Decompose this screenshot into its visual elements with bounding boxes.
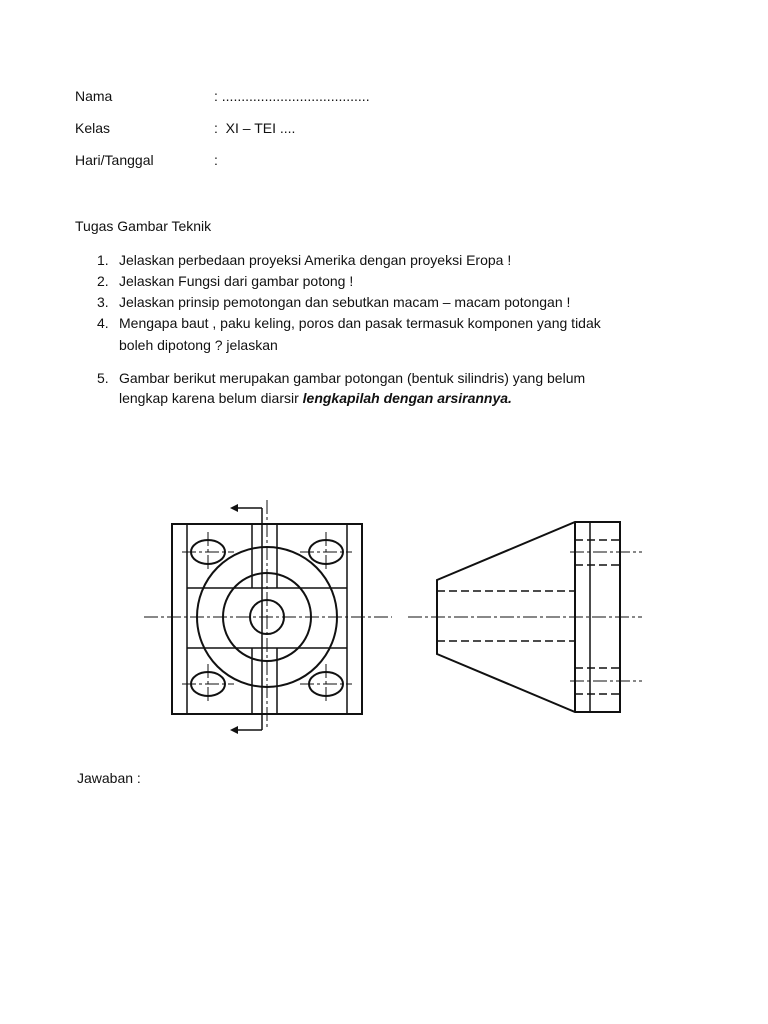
front-view-drawing xyxy=(144,500,392,734)
question-text: Jelaskan prinsip pemotongan dan sebutkan macam – macam potongan ! xyxy=(119,294,571,310)
field-nama xyxy=(75,88,575,120)
question-4-line-1: Mengapa baut , paku keling, poros dan pasak termasuk komponen yang tidak xyxy=(119,315,601,331)
question-number: 5. xyxy=(97,370,109,386)
question-5-line-1: Gambar berikut merupakan gambar potongan (bentuk silindris) yang belum xyxy=(119,370,586,386)
side-view-drawing xyxy=(408,522,642,712)
question-5-line-2-prefix: lengkap karena belum diarsir xyxy=(119,390,303,406)
field-label-nama: Nama xyxy=(75,88,113,104)
field-value-nama: : ...................................... xyxy=(214,88,370,104)
question-text: Jelaskan perbedaan proyeksi Amerika dengan proyeksi Eropa ! xyxy=(119,252,512,268)
field-value-hari-tanggal: : xyxy=(214,152,218,168)
field-value-kelas: : XI – TEI .... xyxy=(214,120,296,136)
field-hari-tanggal xyxy=(75,152,575,184)
question-text xyxy=(119,368,709,408)
question-text xyxy=(119,313,709,355)
identity-fields xyxy=(75,88,575,184)
field-label-kelas: Kelas xyxy=(75,120,111,136)
question-5-line-2 xyxy=(119,388,709,408)
technical-drawing xyxy=(130,490,660,740)
task-title: Tugas Gambar Teknik xyxy=(75,218,212,234)
answer-label: Jawaban : xyxy=(77,770,141,786)
field-label-hari-tanggal: Hari/Tanggal xyxy=(75,152,154,168)
question-number: 1. xyxy=(97,252,109,268)
field-kelas xyxy=(75,120,575,152)
question-4-line-2: boleh dipotong ? jelaskan xyxy=(119,337,278,353)
question-number: 2. xyxy=(97,273,109,289)
question-5-emphasis: lengkapilah dengan arsirannya. xyxy=(302,390,512,406)
question-number: 3. xyxy=(97,294,109,310)
question-text: Jelaskan Fungsi dari gambar potong ! xyxy=(119,273,354,289)
question-number: 4. xyxy=(97,315,109,331)
